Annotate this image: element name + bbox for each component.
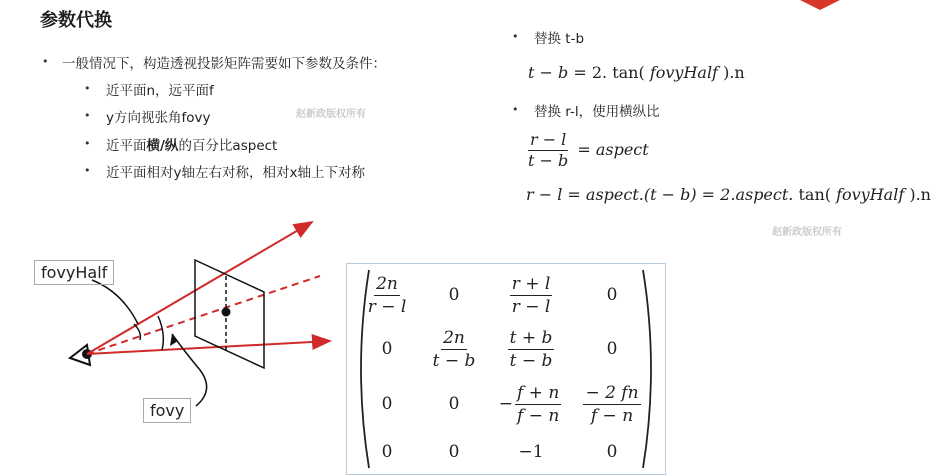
eq3-a: r − l = aspect.(t − b) = 2.aspect. — [526, 185, 794, 204]
bullet-dot: • — [512, 103, 519, 116]
intro-text: 一般情况下，构造透视投影矩阵需要如下参数及条件： — [62, 56, 386, 72]
fraction-denominator: f − n — [590, 405, 634, 426]
eq-arg: fovyHalf — [649, 63, 718, 82]
eq-lhs: t − b — [528, 63, 569, 82]
matrix-fraction — [431, 327, 478, 372]
bullet-dot: • — [84, 164, 91, 177]
matrix-cell — [491, 376, 571, 432]
bullet-dot: • — [512, 30, 519, 43]
matrix-cell: 0 — [448, 442, 460, 462]
matrix-cell — [419, 322, 489, 376]
fraction-numerator: f + n — [516, 382, 560, 403]
item-fovy: y方向视张角fovy — [106, 110, 211, 126]
plane-center — [222, 308, 231, 317]
item-near-far: 近平面n，远平面f — [106, 83, 214, 99]
eq-end: ).n — [723, 63, 745, 82]
bullet-dot: • — [42, 55, 49, 68]
aspect-fraction — [526, 130, 570, 171]
fraction-denominator: r − l — [367, 296, 407, 317]
fraction-denominator: f − n — [516, 405, 560, 426]
matrix-cell: 0 — [381, 442, 393, 462]
item-aspect-bold: 横/纵 — [146, 138, 179, 154]
matrix-cell: 0 — [448, 285, 460, 305]
accent-corner — [800, 0, 840, 10]
fovy-label: fovy — [143, 398, 191, 423]
matrix-fraction — [515, 382, 561, 427]
matrix-cell: 0 — [606, 442, 618, 462]
watermark: 赵新政版权所有 — [296, 109, 366, 120]
frac-num: r − l — [529, 130, 567, 149]
bullet-dot: • — [84, 109, 91, 122]
frustum-diagram — [0, 200, 345, 474]
frac-den: t − b — [528, 151, 569, 170]
item-symmetry: 近平面相对y轴左右对称，相对x轴上下对称 — [106, 165, 365, 181]
page-title: 参数代换 — [40, 10, 112, 31]
fovyhalf-label: fovyHalf — [34, 260, 114, 285]
fovyhalf-leader — [92, 280, 138, 324]
item-aspect-suffix: 的百分比aspect — [178, 138, 278, 154]
full-angle-arc — [158, 316, 163, 350]
matrix-cell: 0 — [381, 394, 393, 414]
equation-rl — [526, 185, 931, 204]
matrix-cell — [491, 268, 571, 322]
eq-mid: = 2. — [573, 63, 608, 82]
matrix-fraction — [510, 273, 553, 318]
matrix-cell: 0 — [448, 394, 460, 414]
fraction-denominator: t − b — [432, 350, 476, 371]
fraction-numerator: 2n — [443, 327, 465, 348]
matrix-fraction — [508, 327, 555, 372]
upper-ray — [87, 222, 312, 354]
matrix-cell: 0 — [606, 285, 618, 305]
frac-rhs: = aspect — [577, 140, 649, 159]
matrix-cell — [577, 376, 647, 432]
matrix-cell — [357, 268, 417, 322]
bullet-dot: • — [84, 82, 91, 95]
replace-tb-label: 替换 t-b — [534, 31, 585, 47]
fraction-denominator: t − b — [509, 350, 553, 371]
center-ray — [87, 276, 320, 354]
minus-sign: − — [498, 394, 513, 414]
fraction-numerator: r + l — [511, 273, 551, 294]
bullet-dot: • — [84, 137, 91, 150]
fovy-leader — [172, 334, 207, 406]
matrix-fraction — [366, 273, 409, 318]
equation-tb — [528, 63, 745, 82]
fraction-numerator: − 2 fn — [585, 382, 639, 403]
item-aspect-prefix: 近平面 — [106, 138, 147, 154]
fraction-numerator: 2n — [376, 273, 398, 294]
projection-matrix — [346, 263, 666, 475]
replace-rl-label: 替换 r-l，使用横纵比 — [534, 104, 660, 120]
watermark: 赵新政版权所有 — [772, 227, 842, 238]
item-aspect — [106, 134, 277, 154]
fraction-denominator: r − l — [511, 296, 551, 317]
matrix-cell: 0 — [381, 339, 393, 359]
fraction-numerator: t + b — [509, 327, 553, 348]
eq3-end: ).n — [909, 185, 931, 204]
matrix-cell: 0 — [606, 339, 618, 359]
eq3-arg: fovyHalf — [836, 185, 905, 204]
matrix-cell — [491, 322, 571, 376]
equation-aspect — [524, 130, 649, 171]
matrix-fraction — [583, 382, 640, 427]
eq-tan: tan( — [612, 63, 645, 82]
matrix-cell: −1 — [518, 442, 544, 462]
eq3-tan: tan( — [798, 185, 831, 204]
